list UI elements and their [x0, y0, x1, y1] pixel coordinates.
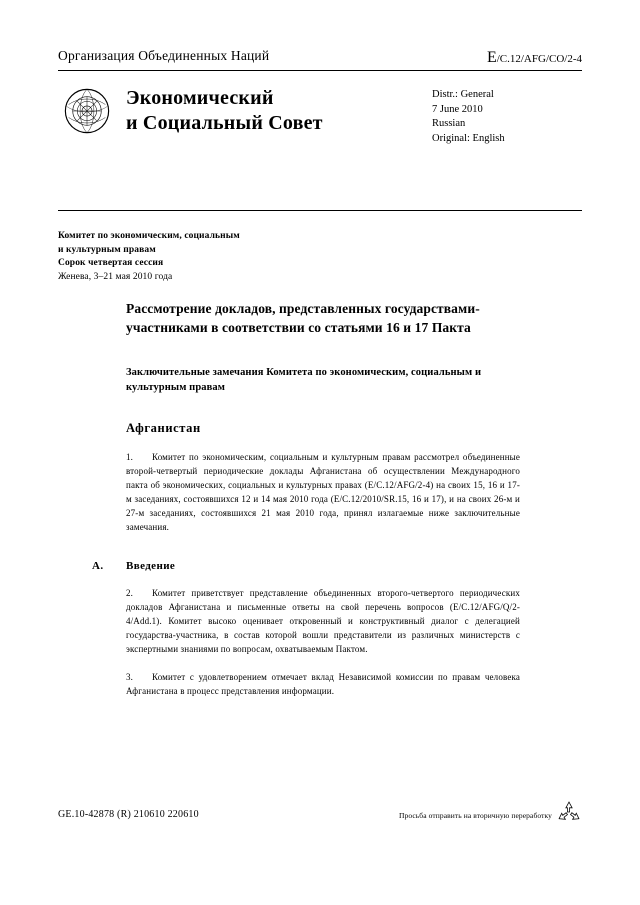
document-symbol-prefix: E	[486, 49, 497, 66]
masthead-title-line1: Экономический	[126, 87, 274, 109]
page-title: Рассмотрение докладов, представленных государствами-участниками в соответствии со статьями 16 и 17 Пакта	[126, 301, 480, 335]
paragraph-2-text: Комитет приветствует представление объединенных второго-четвертого периодических докладов Афганистана и письменные ответы на свой перечень вопросов (E/C.12/AFG/Q/2-4/Add.1). Комитет высоко оценивает откровенный и конструктивный диалог с делегацией государства-участника, в состав которой вошли представители из различных министерств с экспертными знаниями по вопросам, охватываемым Пактом.	[126, 588, 520, 654]
paragraph-3-text: Комитет с удовлетворением отмечает вклад Независимой комиссии по правам человека Афганистана в процесс представления информации.	[126, 672, 520, 696]
un-emblem-icon	[64, 88, 110, 134]
masthead	[58, 78, 582, 186]
organization-name: Организация Объединенных Наций	[58, 48, 270, 63]
document-symbol	[487, 48, 582, 67]
distr-line1: Distr.: General	[432, 89, 494, 100]
masthead-title	[126, 86, 424, 136]
distr-line3: Russian	[432, 118, 466, 129]
document-footer	[58, 800, 582, 820]
document-symbol-suffix: /C.12/AFG/CO/2-4	[496, 53, 582, 65]
header-row	[58, 48, 582, 67]
document-body	[92, 300, 520, 698]
paragraph-3	[126, 670, 520, 698]
session-line: Сорок четвертая сессия	[58, 258, 164, 268]
paragraph-2-number: 2.	[126, 588, 134, 598]
paragraph-1-number: 1.	[126, 452, 134, 462]
distr-line2: 7 June 2010	[432, 103, 483, 115]
job-number: GE.10-42878 (R) 210610 220610	[58, 809, 199, 820]
header-divider	[58, 70, 582, 71]
document-header	[58, 48, 582, 71]
recycle-icon	[556, 800, 582, 826]
committee-block	[58, 230, 358, 284]
document-subtitle: Заключительные замечания Комитета по экономическим, социальным и культурным правам	[126, 367, 482, 393]
section-title: Введение	[126, 560, 176, 572]
paragraph-3-number: 3.	[126, 672, 134, 682]
session-place-date: Женева, 3–21 мая 2010 года	[58, 271, 173, 282]
section-heading-introduction	[92, 560, 520, 572]
recycle-text: Просьба отправить на вторичную переработку	[398, 811, 552, 820]
recycle-notice	[399, 800, 582, 820]
section-letter: A.	[92, 560, 104, 572]
committee-name-line1: Комитет по экономическим, социальным	[58, 231, 240, 241]
committee-name-line2: и культурным правам	[58, 244, 156, 255]
paragraph-1-text: Комитет по экономическим, социальным и культурным правам рассмотрел объединенные второй-четвертый периодические доклады Афганистана об осуществлении Международного пакта об экономических, социальных и культурных правах (E/C.12/AFG/2-4) на своих 15, 16 и 17-м заседаниях, состоявшихся 12 и 14 мая 2010 года (E/C.12/2010/SR.15, 16 и 17), и на своих 26-м и 27-м заседаниях, состоявшихся 21 мая 2010 года, принял излагаемые ниже заключительные замечания.	[126, 452, 520, 532]
paragraph-1	[126, 450, 520, 534]
masthead-divider	[58, 210, 582, 211]
paragraph-2	[126, 586, 520, 656]
distr-line4: Original: English	[432, 132, 505, 144]
masthead-title-line2: и Социальный Совет	[126, 112, 323, 134]
country-heading: Афганистан	[126, 421, 201, 435]
distribution-block	[432, 88, 582, 146]
